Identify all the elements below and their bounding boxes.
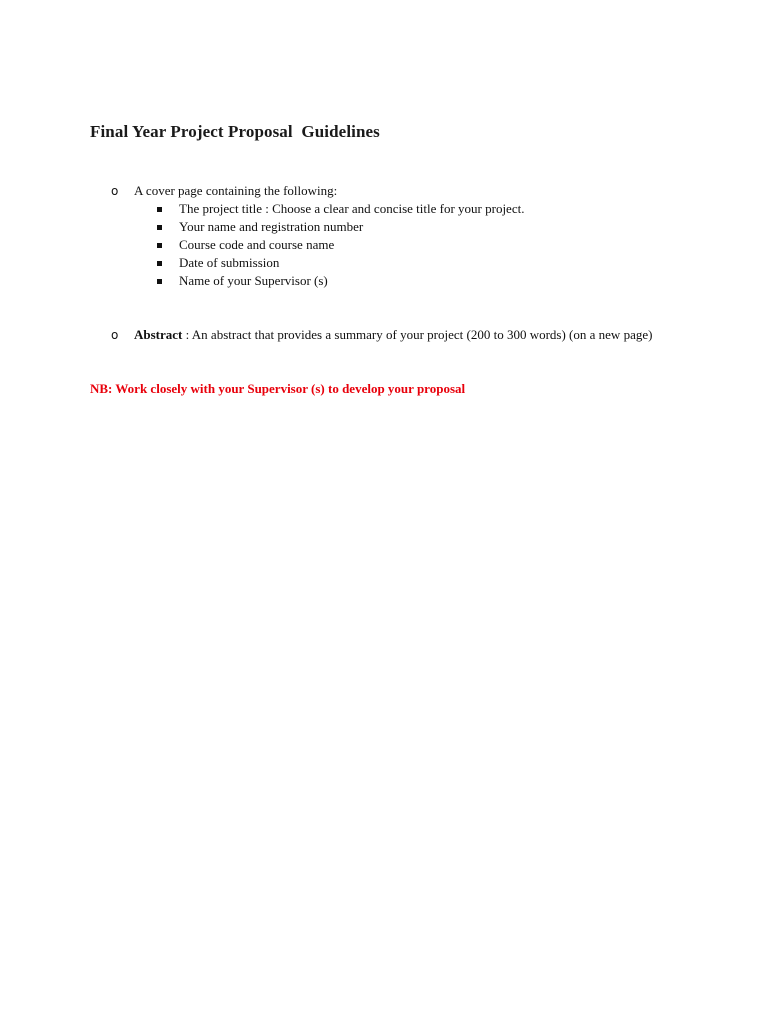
- hollow-circle-bullet-icon: o: [111, 184, 119, 198]
- abstract-text: [134, 326, 652, 344]
- list-item: [0, 272, 768, 290]
- sublist-item-text: The project title : Choose a clear and concise title for your project.: [179, 201, 525, 216]
- square-bullet-icon: [157, 243, 162, 248]
- square-bullet-icon: [157, 225, 162, 230]
- list-item: [0, 236, 768, 254]
- list-item: [0, 218, 768, 236]
- sublist-item-text: Course code and course name: [179, 237, 335, 252]
- square-bullet-icon: [157, 279, 162, 284]
- abstract-label: Abstract: [134, 327, 183, 342]
- cover-page-text: A cover page containing the following:: [134, 183, 338, 198]
- cover-page-sublist: [0, 200, 768, 290]
- sublist-item-text: Your name and registration number: [179, 219, 364, 234]
- document-title: Final Year Project Proposal Guidelines: [90, 122, 380, 141]
- hollow-circle-bullet-icon: o: [111, 328, 119, 342]
- sublist-item-text: Name of your Supervisor (s): [179, 273, 328, 288]
- list-item: [0, 254, 768, 272]
- supervisor-note: NB: Work closely with your Supervisor (s) to develop your proposal: [90, 381, 466, 396]
- sublist-item-text: Date of submission: [179, 255, 280, 270]
- abstract-description: : An abstract that provides a summary of your project (200 to 300 words) (on a new page): [182, 327, 653, 342]
- square-bullet-icon: [157, 207, 162, 212]
- list-item: [0, 200, 768, 218]
- square-bullet-icon: [157, 261, 162, 266]
